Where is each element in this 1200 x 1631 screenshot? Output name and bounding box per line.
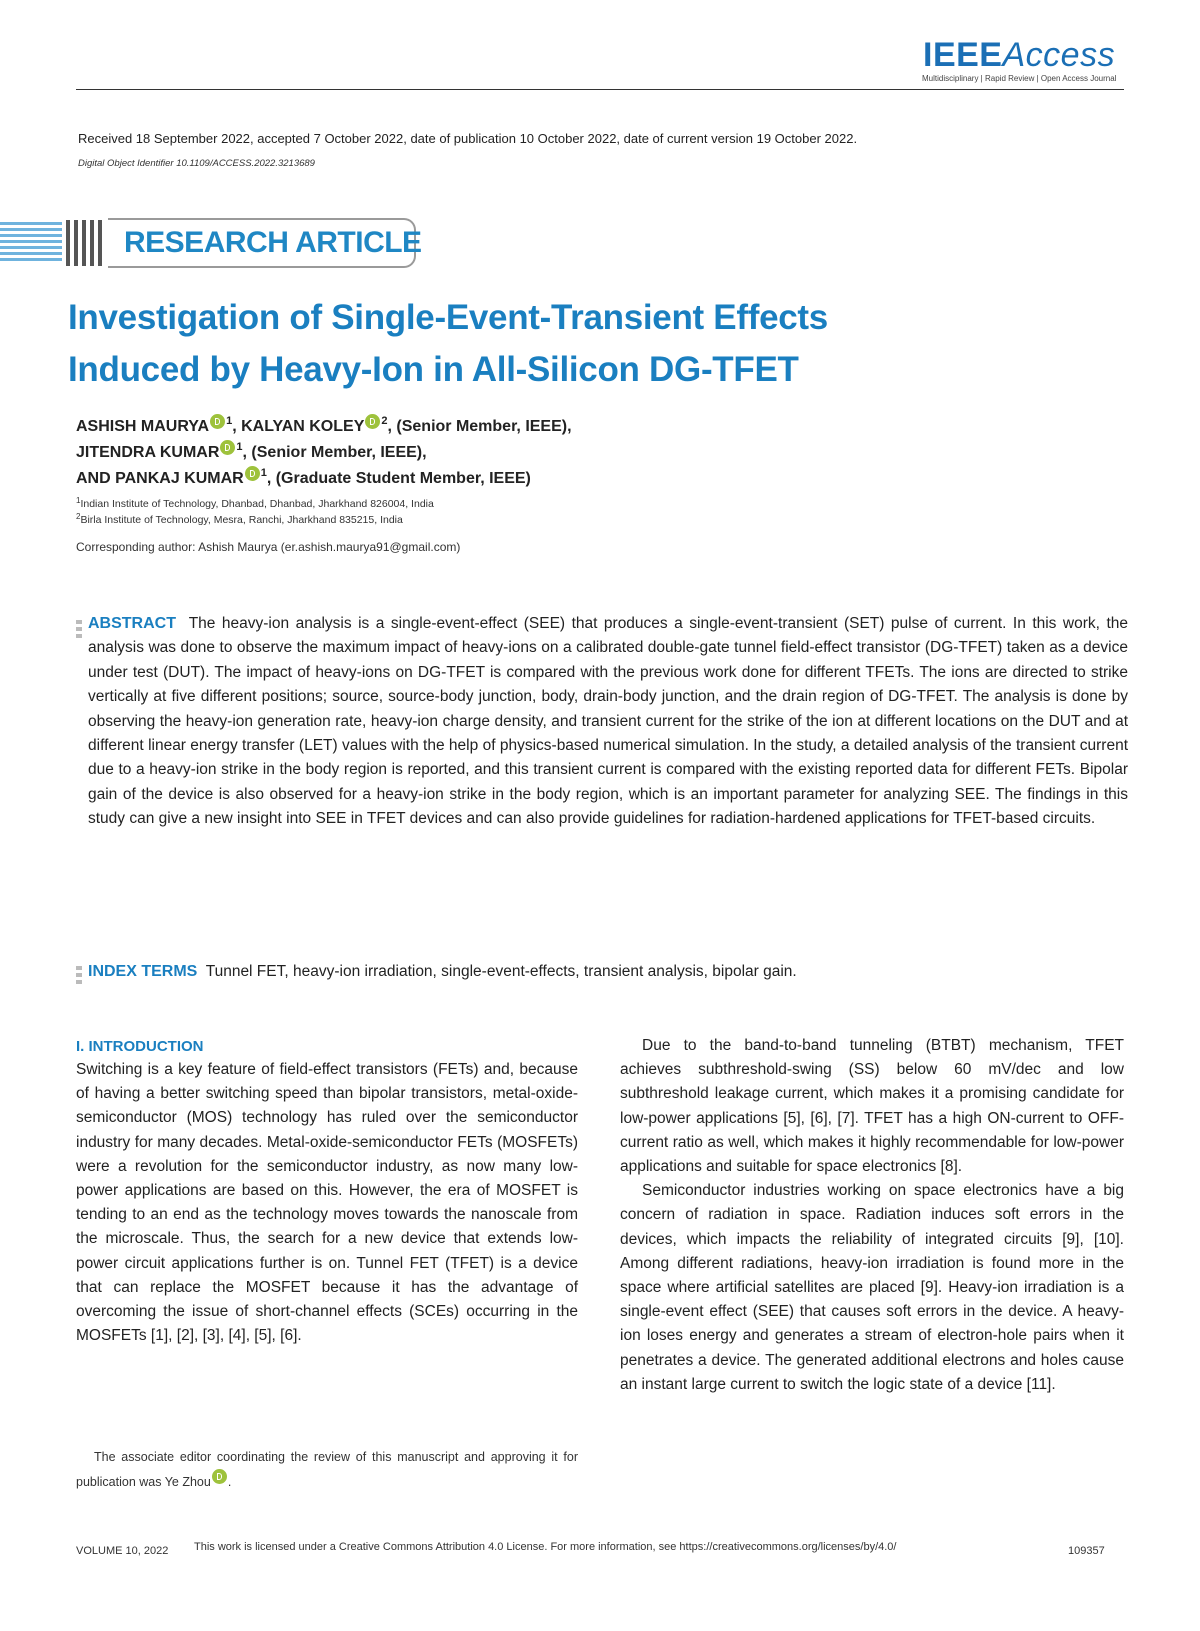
logo-word-access: Access [1002,36,1116,74]
index-terms-label: INDEX TERMS [88,963,198,980]
paragraph: Due to the band-to-band tunneling (BTBT) mechanism, TFET achieves subthreshold-swing (SS) below 60 mV/dec and low subthreshold leakage current, which makes it a promising candidate for low-power applications [5], [6], [7]. TFET has a high ON-current to OFF-current ratio as well, which makes it highly recommendable for low-power applications and suitable for space electronics [8]. [620,1037,1124,1176]
footer-page-number: 109357 [1068,1545,1105,1557]
footnote-text: The associate editor coordinating the review of this manuscript and approving it for publication was Ye Zhou [76,1450,578,1489]
paragraph: Semiconductor industries working on space electronics have a big concern of radiation in space. Radiation induces soft errors in the devices, which impacts the reliability of integrated circuits [9], [10]. Among different radiations, heavy-ion irradiation is found more in the space where artificial satellites are placed [9]. Heavy-ion irradiation is a single-event effect (SEE) that causes soft errors in the device. A heavy-ion loses energy and generates a stream of electron-hole pairs when it penetrates a device. The generated additional electrons and holes cause an instant large current to switch the logic state of a device [11]. [620,1182,1124,1393]
author-membership: , (Graduate Student Member, IEEE) [266,470,531,487]
right-column [620,1034,1124,1397]
footer-volume: VOLUME 10, 2022 [76,1545,169,1557]
author-line-2 [76,440,427,462]
banner-stripes-icon [0,220,108,266]
doi-line: Digital Object Identifier 10.1109/ACCESS.2022.3213689 [78,158,315,169]
author-name: AND PANKAJ KUMAR [76,470,244,487]
footer-license[interactable]: This work is licensed under a Creative Commons Attribution 4.0 License. For more information, see https://creativecommons.org/licenses/by/4.0/ [194,1541,897,1553]
affiliation-sup: 2 [381,415,388,427]
abstract-marker-icon [76,620,82,641]
abstract-label: ABSTRACT [88,615,176,632]
affiliation-2 [76,512,403,526]
index-terms [88,960,1128,984]
paper-title [68,292,1068,396]
left-column [76,1058,578,1348]
abstract-text: The heavy-ion analysis is a single-event-effect (SEE) that produces a single-event-transient (SET) pulse of current. In this work, the analysis was done to observe the maximum impact of heavy-ions on a calibrated double-gate tunnel field-effect transistor (DG-TFET) taken as a device under test (DUT). The impact of heavy-ions on DG-TFET is compared with the previous work done for different TFETs. The ions are directed to strike vertically at five different positions; source, source-body junction, body, drain-body junction, and the drain region of DG-TFET. The analysis is done by observing the heavy-ion generation rate, heavy-ion charge density, and transient current for the strike of the ion at different locations on the DUT and at different linear energy transfer (LET) values with the help of physics-based numerical simulation. In the study, a detailed analysis of the transient current due to a heavy-ion strike in the body region is reported, and this transient current is compared with the existing reported data for different FETs. Bipolar gain of the device is also observed for a heavy-ion strike in the body region, which is an important parameter for analyzing SEE. The findings in this study can give a new insight into SEE in TFET devices and can also provide guidelines for radiation-hardened applications for TFET-based circuits. [88,615,1128,828]
affiliation-1 [76,496,434,510]
author-line-1 [76,414,572,436]
section-heading: I. INTRODUCTION [76,1038,204,1055]
affiliation-text: Birla Institute of Technology, Mesra, Ranchi, Jharkhand 835215, India [80,514,403,526]
orcid-icon[interactable] [210,414,225,429]
index-terms-text: Tunnel FET, heavy-ion irradiation, single-event-effects, transient analysis, bipolar gain. [205,963,797,980]
orcid-icon[interactable] [220,440,235,455]
journal-logo [923,36,1115,74]
title-line-1: Investigation of Single-Event-Transient Effects [68,298,828,337]
affiliation-text: Indian Institute of Technology, Dhanbad, Dhanbad, Jharkhand 826004, India [80,498,434,510]
paragraph: Switching is a key feature of field-effect transistors (FETs) and, because of having a better switching speed than bipolar transistors, metal-oxide-semiconductor (MOS) technology has ruled over the semiconductor industry for many decades. Metal-oxide-semiconductor FETs (MOSFETs) were a revolution for the semiconductor industry, as now many low-power applications are based on this. However, the era of MOSFET is tending to an end as the technology moves towards the nanoscale from the microscale. Thus, the search for a new device that extends low-power circuit applications further is on. Tunnel FET (TFET) is a device that can replace the MOSFET because it has the advantage of overcoming the issue of short-channel effects (SCEs) occurring in the MOSFETs [1], [2], [3], [4], [5], [6]. [76,1061,578,1345]
index-terms-marker-icon [76,966,82,987]
title-line-2: Induced by Heavy-Ion in All-Silicon DG-TFET [68,350,799,389]
corresponding-author: Corresponding author: Ashish Maurya (er.ashish.maurya91@gmail.com) [76,540,461,554]
author-name: ASHISH MAURYA [76,418,210,435]
abstract [88,612,1128,832]
orcid-icon[interactable] [245,466,260,481]
author-name: , KALYAN KOLEY [232,418,365,435]
editor-footnote [76,1446,578,1494]
affiliation-sup: 1 [260,467,267,479]
article-type-banner: RESEARCH ARTICLE [124,226,422,259]
author-name: JITENDRA KUMAR [76,444,220,461]
affiliation-sup: 2 [76,512,81,521]
affiliation-sup: 1 [76,496,81,505]
orcid-icon[interactable] [365,414,380,429]
orcid-icon[interactable] [212,1469,227,1484]
author-line-3 [76,466,531,488]
footnote-end: . [227,1475,232,1489]
affiliation-sup: 1 [226,415,233,427]
header-divider [76,89,1124,90]
affiliation-sup: 1 [236,441,243,453]
logo-word-ieee: IEEE [923,36,1003,74]
author-membership: , (Senior Member, IEEE), [387,418,572,435]
logo-tagline: Multidisciplinary | Rapid Review | Open Access Journal [922,74,1117,83]
author-membership: , (Senior Member, IEEE), [242,444,427,461]
received-dates: Received 18 September 2022, accepted 7 October 2022, date of publication 10 October 2022, date of current version 19 October 2022. [78,131,858,146]
